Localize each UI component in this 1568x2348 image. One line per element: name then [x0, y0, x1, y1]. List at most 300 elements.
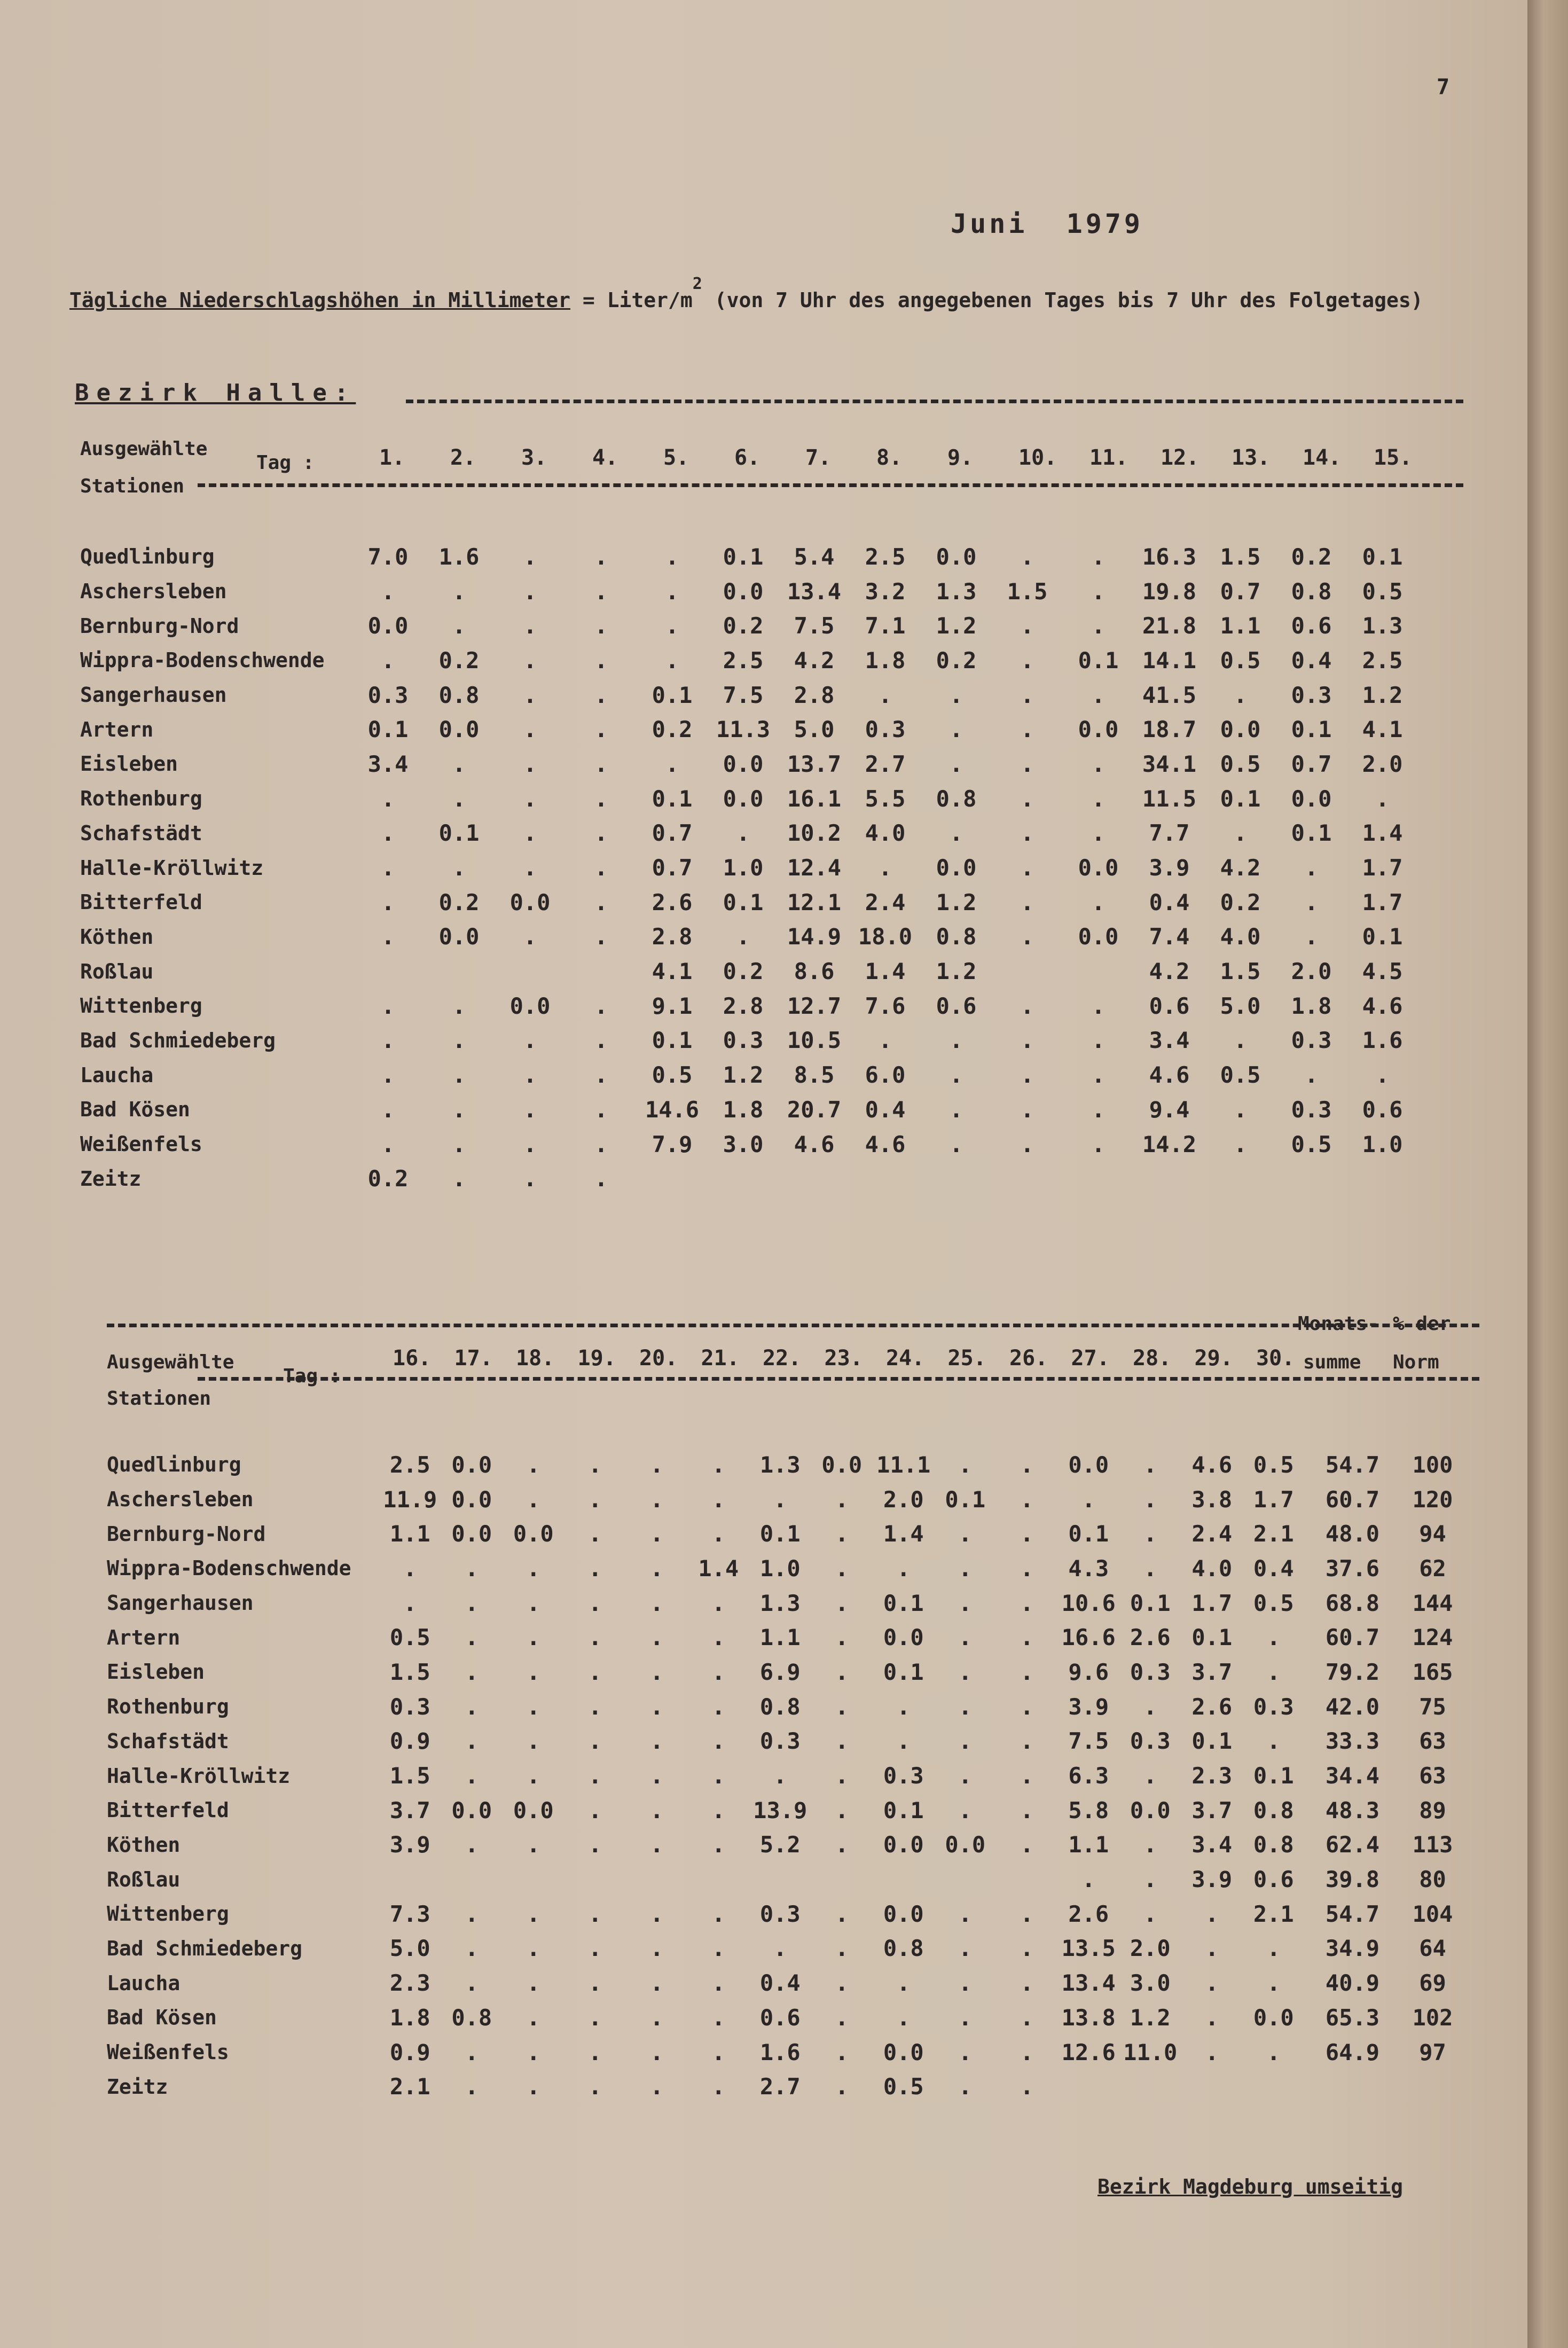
monthly-sum: 48.3: [1325, 1797, 1380, 1823]
precip-day-3: .: [523, 716, 537, 743]
precip-day-2: .: [465, 1555, 479, 1582]
precip-day-11: .: [1020, 1658, 1034, 1685]
precip-day-6: 2.5: [723, 647, 764, 674]
precip-day-7: 10.5: [787, 1027, 842, 1054]
precip-day-12: 0.0: [1068, 1451, 1109, 1478]
precip-day-10: .: [1020, 923, 1034, 950]
table-row: [80, 747, 1418, 781]
precip-day-3: .: [523, 750, 537, 777]
title-parenthetical: (von 7 Uhr des angegebenen Tages bis 7 Uhr des Folgetages): [702, 288, 1423, 312]
precip-day-3: .: [527, 1763, 540, 1789]
precip-day-1: 3.9: [389, 1832, 430, 1858]
precip-day-4: .: [594, 1165, 608, 1192]
precip-day-12: 3.9: [1149, 855, 1190, 881]
precip-day-3: .: [527, 1693, 540, 1720]
station-name: Bernburg-Nord: [107, 1522, 266, 1546]
precip-day-10: [992, 954, 1063, 989]
precip-day-12: 12.6: [1061, 2039, 1116, 2065]
precip-day-15: .: [1267, 1658, 1281, 1685]
precip-day-1: 3.7: [389, 1797, 430, 1823]
precip-day-8: 4.0: [865, 820, 906, 847]
precip-day-8: 2.5: [865, 543, 906, 570]
precip-day-11: .: [1020, 2039, 1034, 2065]
precip-day-6: 7.5: [723, 682, 764, 708]
precip-day-10: .: [1020, 1027, 1034, 1054]
precip-day-6: .: [711, 1658, 725, 1685]
precip-day-13: .: [1143, 1555, 1157, 1582]
table-row: [80, 539, 1418, 574]
precip-day-6: .: [711, 1693, 725, 1720]
precip-day-5: .: [665, 543, 679, 570]
station-name: Wittenberg: [80, 994, 202, 1018]
precip-day-11: 0.0: [1078, 923, 1119, 950]
precip-day-1: 2.5: [389, 1451, 430, 1478]
precip-day-13: .: [1143, 1521, 1157, 1547]
precip-day-8: 3.2: [865, 578, 906, 605]
precip-day-13: .: [1143, 1763, 1157, 1789]
precip-day-10: .: [1020, 543, 1034, 570]
precip-day-5: .: [650, 1832, 664, 1858]
precip-day-5: .: [650, 1693, 664, 1720]
day-header-8: 8.: [876, 445, 903, 470]
precip-day-4: .: [594, 750, 608, 777]
district-heading: Bezirk Halle:: [75, 379, 356, 406]
precip-day-7: 1.3: [759, 1451, 801, 1478]
precip-day-3: .: [523, 855, 537, 881]
precip-day-1: .: [381, 923, 395, 950]
table-row: [80, 1161, 1418, 1196]
precip-day-12: [1058, 2069, 1120, 2104]
day-header-b-12: 27.: [1071, 1346, 1110, 1371]
precip-day-1: .: [381, 1062, 395, 1089]
precip-day-11: .: [1091, 820, 1106, 847]
precip-day-4: .: [594, 1096, 608, 1123]
precip-day-3: .: [523, 785, 537, 812]
precip-day-2: 0.0: [451, 1451, 492, 1478]
precip-day-13: 1.5: [1220, 958, 1261, 985]
precip-day-6: 11.3: [716, 716, 771, 743]
precip-day-15: 1.7: [1253, 1486, 1294, 1513]
precip-day-10: .: [1020, 889, 1034, 915]
precip-day-14: 0.1: [1191, 1624, 1233, 1651]
table-row: [107, 2035, 1465, 2070]
precip-day-13: .: [1143, 1486, 1157, 1513]
table-row: [80, 643, 1418, 678]
precip-day-11: 0.0: [1078, 716, 1119, 743]
precip-day-5: .: [650, 1728, 664, 1755]
precip-day-9: 0.0: [883, 1900, 924, 1927]
precip-day-14: 2.0: [1291, 958, 1332, 985]
precip-day-6: 2.8: [723, 992, 764, 1019]
table-row: [107, 1447, 1465, 1482]
precip-day-15: 4.1: [1362, 716, 1403, 743]
precip-day-7: 12.1: [787, 889, 842, 915]
precip-day-7: 8.6: [794, 958, 835, 985]
precip-day-12: 2.6: [1068, 1900, 1109, 1927]
precip-day-13: 0.3: [1130, 1728, 1171, 1755]
precip-day-1: 1.5: [389, 1763, 430, 1789]
precip-day-1: .: [403, 1555, 417, 1582]
precip-day-9: 2.0: [883, 1486, 924, 1513]
stations-header2-line2: Stationen: [107, 1388, 211, 1410]
precip-day-7: 0.1: [759, 1521, 801, 1547]
precip-day-2: .: [465, 1658, 479, 1685]
precip-day-6: 1.8: [723, 1096, 764, 1123]
precip-day-14: 0.1: [1191, 1728, 1233, 1755]
precip-day-2: 0.0: [451, 1797, 492, 1823]
station-name: Sangerhausen: [107, 1591, 254, 1615]
precip-day-9: .: [949, 716, 963, 743]
precip-day-8: .: [835, 1486, 849, 1513]
precip-day-1: .: [381, 855, 395, 881]
precip-day-14: 3.7: [1191, 1658, 1233, 1685]
monthly-sum: 42.0: [1325, 1693, 1380, 1720]
precip-day-2: 0.8: [451, 2004, 492, 2031]
precip-day-4: .: [588, 2039, 602, 2065]
precip-day-15: 0.5: [1362, 578, 1403, 605]
precip-day-5: 0.1: [652, 1027, 693, 1054]
station-name: Schafstädt: [80, 821, 202, 845]
day-header-b-14: 29.: [1194, 1346, 1233, 1371]
precip-day-8: 0.0: [821, 1451, 863, 1478]
precip-day-6: 0.1: [723, 543, 764, 570]
precip-day-15: 2.0: [1362, 750, 1403, 777]
precip-day-9: 11.1: [876, 1451, 931, 1478]
precip-day-5: .: [650, 1486, 664, 1513]
precip-day-5: [626, 1862, 688, 1897]
precip-day-6: .: [711, 1797, 725, 1823]
table-row: [80, 608, 1418, 643]
precip-day-7: 5.0: [794, 716, 835, 743]
table-part-1: [80, 539, 1418, 1196]
table-row: [107, 1586, 1465, 1621]
precip-day-4: .: [594, 647, 608, 674]
precip-day-2: 1.6: [438, 543, 480, 570]
precip-day-4: .: [588, 1658, 602, 1685]
precip-day-7: 13.7: [787, 750, 842, 777]
precip-day-2: 0.2: [438, 889, 480, 915]
precip-day-5: 0.7: [652, 855, 693, 881]
precip-day-9: [873, 1862, 935, 1897]
day-header-b-3: 18.: [516, 1346, 555, 1371]
precip-day-2: .: [452, 855, 466, 881]
precip-day-9: 0.1: [883, 1797, 924, 1823]
day-header-b-15: 30.: [1256, 1346, 1295, 1371]
precip-day-4: .: [594, 578, 608, 605]
precip-day-12: 9.4: [1149, 1096, 1190, 1123]
precip-day-4: .: [594, 1027, 608, 1054]
precip-day-5: .: [665, 750, 679, 777]
precip-day-14: 0.5: [1291, 1131, 1332, 1157]
precip-day-12: 14.1: [1142, 647, 1197, 674]
precip-day-6: 3.0: [723, 1131, 764, 1157]
precip-day-5: .: [650, 1935, 664, 1962]
precip-day-3: .: [527, 1832, 540, 1858]
precip-day-6: .: [711, 2039, 725, 2065]
precip-day-10: .: [1020, 855, 1034, 881]
month-title: Juni 1979: [951, 208, 1144, 239]
percent-of-norm: 104: [1412, 1900, 1453, 1927]
precip-day-10: 0.1: [945, 1486, 986, 1513]
day-header-10: 10.: [1018, 445, 1057, 470]
station-name: Bad Schmiedeberg: [107, 1936, 303, 1960]
precip-day-14: 1.7: [1191, 1590, 1233, 1616]
precip-day-12: 4.3: [1068, 1555, 1109, 1582]
station-name: Roßlau: [107, 1867, 181, 1891]
precip-day-11: .: [1020, 1728, 1034, 1755]
day-header-b-1: 16.: [393, 1346, 432, 1371]
precip-day-14: 0.8: [1291, 578, 1332, 605]
precip-day-13: 4.2: [1220, 855, 1261, 881]
precip-day-14: .: [1304, 1062, 1319, 1089]
station-name: Aschersleben: [107, 1488, 254, 1512]
precip-day-5: 2.6: [652, 889, 693, 915]
precip-day-12: 0.4: [1149, 889, 1190, 915]
precip-day-4: .: [588, 1451, 602, 1478]
precip-day-5: 7.9: [652, 1131, 693, 1157]
precip-day-2: .: [452, 1062, 466, 1089]
precip-day-10: .: [1020, 1131, 1034, 1157]
precip-day-9: .: [897, 1555, 911, 1582]
precip-day-13: .: [1233, 1131, 1248, 1157]
precip-day-9: .: [949, 1096, 963, 1123]
precip-day-8: 2.7: [865, 750, 906, 777]
table-row: [80, 574, 1418, 609]
precip-day-6: .: [711, 1970, 725, 1997]
precip-day-12: [1134, 1161, 1205, 1196]
precip-day-9: 0.6: [936, 992, 977, 1019]
precip-day-9: .: [897, 1970, 911, 1997]
precip-day-8: 4.6: [865, 1131, 906, 1157]
precip-day-10: .: [958, 1693, 972, 1720]
precip-day-4: .: [594, 543, 608, 570]
precip-day-7: .: [773, 1935, 787, 1962]
precip-day-14: .: [1304, 855, 1319, 881]
monthly-sum: 40.9: [1325, 1970, 1380, 1997]
precip-day-15: 1.0: [1362, 1131, 1403, 1157]
precip-day-15: .: [1267, 2039, 1281, 2065]
precip-day-3: .: [527, 2004, 540, 2031]
precip-day-1: .: [381, 785, 395, 812]
station-name: Bad Schmiedeberg: [80, 1028, 276, 1052]
precip-day-6: .: [711, 1900, 725, 1927]
station-name: Rothenburg: [80, 787, 202, 811]
precip-day-1: .: [381, 1131, 395, 1157]
precip-day-2: .: [452, 578, 466, 605]
precip-day-5: 4.1: [652, 958, 693, 985]
precip-day-14: .: [1304, 889, 1319, 915]
precip-day-12: 7.5: [1068, 1728, 1109, 1755]
precip-day-13: .: [1233, 1027, 1248, 1054]
header-dash-line-2: [198, 1377, 1479, 1381]
day-header-5: 5.: [663, 445, 689, 470]
precip-day-4: .: [594, 613, 608, 639]
precip-day-7: 2.8: [794, 682, 835, 708]
precip-day-8: 18.0: [858, 923, 913, 950]
table-row: [107, 1931, 1465, 1966]
percent-of-norm: 62: [1419, 1555, 1446, 1582]
precip-day-2: .: [452, 1165, 466, 1192]
monthly-sum-header-line1: Monats-: [1298, 1313, 1379, 1335]
precip-day-13: 0.0: [1130, 1797, 1171, 1823]
precip-day-11: [1063, 954, 1134, 989]
station-name: Wittenberg: [107, 1902, 229, 1926]
precip-day-10: 0.0: [945, 1832, 986, 1858]
precip-day-6: 0.1: [723, 889, 764, 915]
precip-day-5: .: [650, 1451, 664, 1478]
precip-day-12: 0.6: [1149, 992, 1190, 1019]
stations-header-line2: Stationen: [80, 475, 185, 497]
stations-header2-line1: Ausgewählte: [107, 1351, 234, 1373]
precip-day-9: 0.5: [883, 2073, 924, 2100]
precip-day-13: 4.0: [1220, 923, 1261, 950]
precip-day-5: .: [650, 1970, 664, 1997]
page-edge: [1527, 0, 1568, 2348]
precip-day-11: .: [1091, 750, 1106, 777]
precip-day-4: .: [588, 1900, 602, 1927]
precip-day-7: 10.2: [787, 820, 842, 847]
table-row: [107, 1516, 1465, 1551]
precip-day-2: .: [465, 1935, 479, 1962]
precip-day-13: 0.3: [1130, 1658, 1171, 1685]
precip-day-9: .: [897, 1728, 911, 1755]
precip-day-10: .: [958, 1521, 972, 1547]
day-header-b-10: 25.: [947, 1346, 986, 1371]
precip-day-8: 1.4: [865, 958, 906, 985]
station-name: Quedlinburg: [80, 545, 215, 569]
precip-day-12: 3.9: [1068, 1693, 1109, 1720]
precip-day-1: 1.1: [389, 1521, 430, 1547]
precip-day-5: .: [650, 1797, 664, 1823]
precip-day-15: 0.4: [1253, 1555, 1294, 1582]
precip-day-8: .: [835, 1935, 849, 1962]
precip-day-5: [637, 1161, 708, 1196]
precip-day-2: .: [452, 613, 466, 639]
precip-day-6: .: [711, 1728, 725, 1755]
precip-day-11: .: [1020, 1832, 1034, 1858]
precip-day-10: .: [1020, 682, 1034, 708]
precip-day-3: .: [523, 1096, 537, 1123]
precip-day-13: [1119, 2069, 1181, 2104]
precip-day-13: .: [1143, 1900, 1157, 1927]
precip-day-15: 1.7: [1362, 889, 1403, 915]
precip-day-3: .: [527, 1624, 540, 1651]
precip-day-1: [352, 954, 424, 989]
precip-day-2: .: [465, 1693, 479, 1720]
precip-day-11: .: [1020, 1970, 1034, 1997]
day-header-b-4: 19.: [577, 1346, 616, 1371]
precip-day-4: [566, 954, 637, 989]
precip-day-10: .: [958, 1728, 972, 1755]
precip-day-3: [503, 1862, 565, 1897]
day-header-15: 15.: [1374, 445, 1413, 470]
precip-day-13: [1205, 1161, 1276, 1196]
station-name: Bitterfeld: [80, 890, 202, 914]
precip-day-3: .: [527, 1658, 540, 1685]
precip-day-5: .: [650, 1555, 664, 1582]
precip-day-3: .: [527, 1555, 540, 1582]
precip-day-1: [379, 1862, 441, 1897]
precip-day-10: .: [958, 2039, 972, 2065]
precip-day-9: 0.8: [883, 1935, 924, 1962]
station-name: Quedlinburg: [107, 1453, 241, 1477]
precip-day-14: .: [1205, 1935, 1219, 1962]
precip-day-14: 0.3: [1291, 1096, 1332, 1123]
precip-day-13: 0.0: [1220, 716, 1261, 743]
precip-day-4: .: [588, 2073, 602, 2100]
precip-day-7: [779, 1161, 850, 1196]
precip-day-6: 1.2: [723, 1062, 764, 1089]
precip-day-14: 1.8: [1291, 992, 1332, 1019]
tag-label-2: Tag :: [283, 1365, 341, 1387]
precip-day-12: 4.2: [1149, 958, 1190, 985]
precip-day-7: 0.4: [759, 1970, 801, 1997]
precip-day-4: .: [594, 682, 608, 708]
monthly-sum: 62.4: [1325, 1832, 1380, 1858]
monthly-sum: 65.3: [1325, 2004, 1380, 2031]
precip-day-10: .: [1020, 750, 1034, 777]
precip-day-13: 5.0: [1220, 992, 1261, 1019]
percent-of-norm: 80: [1419, 1866, 1446, 1893]
precip-day-13: 1.5: [1220, 543, 1261, 570]
header-dash-line-1: [198, 483, 1463, 487]
precip-day-2: 0.8: [438, 682, 480, 708]
precip-day-8: .: [835, 1590, 849, 1616]
percent-of-norm: 69: [1419, 1970, 1446, 1997]
percent-of-norm: 120: [1412, 1486, 1453, 1513]
precip-day-2: .: [452, 750, 466, 777]
precip-day-4: .: [594, 716, 608, 743]
precip-day-1: 0.0: [367, 613, 409, 639]
precip-day-6: .: [711, 1832, 725, 1858]
precip-day-4: .: [588, 1693, 602, 1720]
precip-day-7: 5.2: [759, 1832, 801, 1858]
precip-day-4: .: [594, 1131, 608, 1157]
precip-day-15: 0.1: [1362, 543, 1403, 570]
precip-day-7: 0.3: [759, 1900, 801, 1927]
precip-day-14: 0.1: [1291, 716, 1332, 743]
precip-day-3: .: [523, 647, 537, 674]
station-name: Bad Kösen: [107, 2006, 217, 2030]
precip-day-13: .: [1233, 1096, 1248, 1123]
station-name: Laucha: [80, 1063, 154, 1087]
precip-day-15: 0.8: [1253, 1797, 1294, 1823]
precip-day-14: 0.0: [1291, 785, 1332, 812]
precip-day-1: .: [381, 1027, 395, 1054]
precip-day-10: .: [958, 1797, 972, 1823]
precip-day-5: .: [650, 1658, 664, 1685]
precip-day-8: .: [835, 2004, 849, 2031]
precip-day-14: 0.2: [1291, 543, 1332, 570]
precip-day-9: .: [949, 750, 963, 777]
precip-day-2: [441, 1862, 503, 1897]
percent-norm-header-line2: Norm: [1393, 1351, 1439, 1373]
precip-day-13: .: [1143, 1451, 1157, 1478]
precip-day-14: 2.6: [1191, 1693, 1233, 1720]
precip-day-2: [424, 954, 495, 989]
precip-day-15: [1243, 2069, 1305, 2104]
percent-of-norm: 124: [1412, 1624, 1453, 1651]
precip-day-13: .: [1233, 820, 1248, 847]
precip-day-8: 6.0: [865, 1062, 906, 1089]
precip-day-8: 0.3: [865, 716, 906, 743]
precip-day-8: [850, 1161, 921, 1196]
monthly-sum: 33.3: [1325, 1728, 1380, 1755]
precip-day-11: .: [1091, 682, 1106, 708]
precip-day-6: 0.0: [723, 578, 764, 605]
precip-day-1: 3.4: [367, 750, 409, 777]
precip-day-7: 12.7: [787, 992, 842, 1019]
